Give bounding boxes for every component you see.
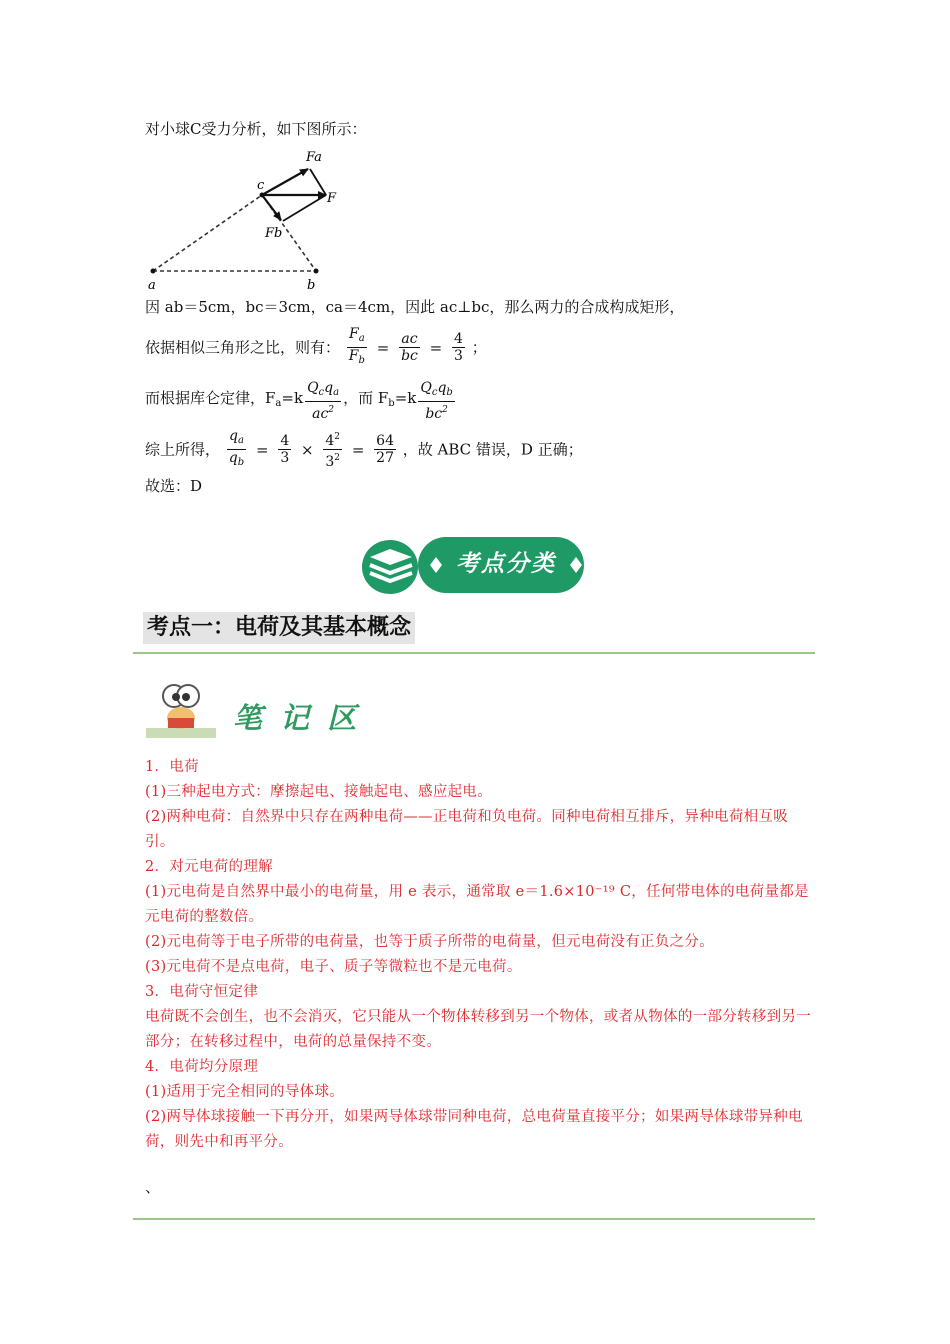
frac-q: q <box>324 380 334 396</box>
frac-sub: c <box>431 387 438 398</box>
note-line: 电荷既不会创生，也不会消灭，它只能从一个物体转移到另一个物体，或者从物体的一部分转移到另一部分；在转移过程中，电荷的总量保持不变。 <box>145 1009 811 1050</box>
answer-text: 故选：D <box>145 477 203 495</box>
line4-prefix: 综上所得， <box>145 440 221 459</box>
intro-text: 对小球C受力分析，如下图所示： <box>145 120 367 138</box>
fraction-coulomb-b <box>418 380 454 422</box>
note-line: 2．对元电荷的理解 <box>145 859 273 875</box>
frac-den: 3 <box>325 454 335 470</box>
frac-den: bc <box>401 348 418 364</box>
note-line: (2)元电荷等于电子所带的电荷量，也等于质子所带的电荷量，但元电荷没有正负之分。 <box>145 934 715 950</box>
equals-2: = <box>429 338 443 357</box>
fraction-4sq-3sq <box>323 429 342 470</box>
frac-sub: a <box>333 387 340 398</box>
explanation-line-4 <box>145 428 583 471</box>
side-ac <box>153 195 262 271</box>
vector-Fa <box>262 169 308 195</box>
frac-num: Q <box>420 380 432 396</box>
line3-k2: =k <box>394 389 417 407</box>
line3-prefix <box>145 389 303 407</box>
frac-den: q <box>228 450 238 466</box>
fraction-4-3 <box>278 433 291 466</box>
point-c <box>260 193 265 198</box>
frac-num: 4 <box>280 433 290 449</box>
note-line: 3．电荷守恒定律 <box>145 984 259 1000</box>
line3-mid <box>343 389 416 407</box>
frac-den: F <box>348 348 359 364</box>
frac-den: 27 <box>376 450 394 466</box>
explanation-line-2 <box>145 326 487 369</box>
label-a: a <box>148 278 156 293</box>
fraction-coulomb-a <box>305 380 341 422</box>
frac-den: ac <box>312 406 329 422</box>
point-a <box>151 269 156 274</box>
label-Fa: Fa <box>306 150 322 165</box>
label-b: b <box>307 278 316 293</box>
point-b <box>314 269 319 274</box>
frac-den: bc <box>425 406 443 422</box>
line3-k1: =k <box>281 389 304 407</box>
frac-num-sub: a <box>358 333 365 344</box>
fraction-Fa-Fb <box>347 326 367 369</box>
frac-num: ac <box>399 331 420 348</box>
frac-sub: c <box>318 387 325 398</box>
note-line: 1．电荷 <box>145 759 199 775</box>
section-title: 考点一：电荷及其基本概念 <box>143 612 415 644</box>
times-sign: × <box>301 440 314 459</box>
frac-sup: 2 <box>334 453 341 463</box>
explanation-line-3 <box>145 378 457 424</box>
notes-header: 笔 记 区 <box>233 701 361 735</box>
parallelogram-side-2 <box>283 195 326 221</box>
parallelogram-side-1 <box>310 169 326 195</box>
note-line: 4．电荷均分原理 <box>145 1059 259 1075</box>
owl-reader-icon <box>146 682 216 742</box>
note-line: (1)三种起电方式：摩擦起电、接触起电、感应起电。 <box>145 784 493 800</box>
note-line: (2)两导体球接触一下再分开，如果两导体球带同种电荷，总电荷量直接平分；如果两导体球带异种电荷，则先中和再平分。 <box>145 1109 803 1150</box>
frac-sup: 2 <box>334 432 341 442</box>
force-diagram <box>140 143 340 293</box>
frac-sub: a <box>237 435 244 446</box>
vector-Fb <box>262 195 281 220</box>
line2-suffix: ； <box>471 338 487 357</box>
line3-prefix-sub: a <box>275 398 282 409</box>
line2-prefix: 依据相似三角形之比，则有： <box>145 338 341 357</box>
label-Fb: Fb <box>265 226 283 241</box>
note-line: (3)元电荷不是点电荷，电子、质子等微粒也不是元电荷。 <box>145 959 522 975</box>
note-line: (1)适用于完全相同的导体球。 <box>145 1084 345 1100</box>
fraction-64-27 <box>374 433 396 466</box>
note-line: (1)元电荷是自然界中最小的电荷量，用 e 表示，通常取 e＝1.6×10⁻¹⁹ C，任何带电体的电荷量都是元电荷的整数倍。 <box>145 884 809 925</box>
line3-prefix-text: 而根据库仑定律，F <box>145 389 276 407</box>
fraction-ac-bc <box>399 331 420 364</box>
frac-q: q <box>437 380 447 396</box>
fraction-qa-qb <box>227 428 246 471</box>
banner-text: 考点分类 <box>456 551 556 577</box>
notes-bottom-divider <box>133 1218 815 1220</box>
category-banner <box>362 535 586 595</box>
frac-sub: b <box>237 457 245 468</box>
explanation-line-1: 因 ab＝5cm，bc＝3cm，ca＝4cm，因此 ac⊥bc，那么两力的合成构成矩形， <box>145 298 685 316</box>
frac-sub: b <box>446 387 453 398</box>
line4-suffix: ，故 ABC 错误，D 正确； <box>402 440 583 459</box>
equals-1: = <box>255 440 269 459</box>
label-c: c <box>257 178 265 193</box>
frac-num: 64 <box>376 433 394 449</box>
frac-sup: 2 <box>442 405 448 415</box>
frac-den: 3 <box>280 450 290 466</box>
frac-num: F <box>349 326 359 342</box>
frac-num: 4 <box>454 331 463 347</box>
equals-1: = <box>376 338 390 357</box>
note-line: (2)两种电荷：自然界中只存在两种电荷——正电荷和负电荷。同种电荷相互排斥，异种电荷相互吸引。 <box>145 809 789 850</box>
line3-mid-sub: b <box>388 398 395 409</box>
fraction-4-3 <box>452 331 465 364</box>
frac-num: q <box>229 428 238 444</box>
frac-den-sub: b <box>358 355 365 366</box>
frac-den: 3 <box>454 348 463 364</box>
frac-sup: 2 <box>328 405 335 415</box>
frac-num: Q <box>307 380 319 396</box>
equals-2: = <box>351 440 365 459</box>
frac-num: 4 <box>325 433 335 449</box>
label-F: F <box>327 191 337 206</box>
notes-body <box>145 755 815 1155</box>
line3-mid-text: ，而 F <box>343 389 389 407</box>
trailing-mark: 、 <box>145 1178 161 1196</box>
section-divider <box>133 652 815 654</box>
